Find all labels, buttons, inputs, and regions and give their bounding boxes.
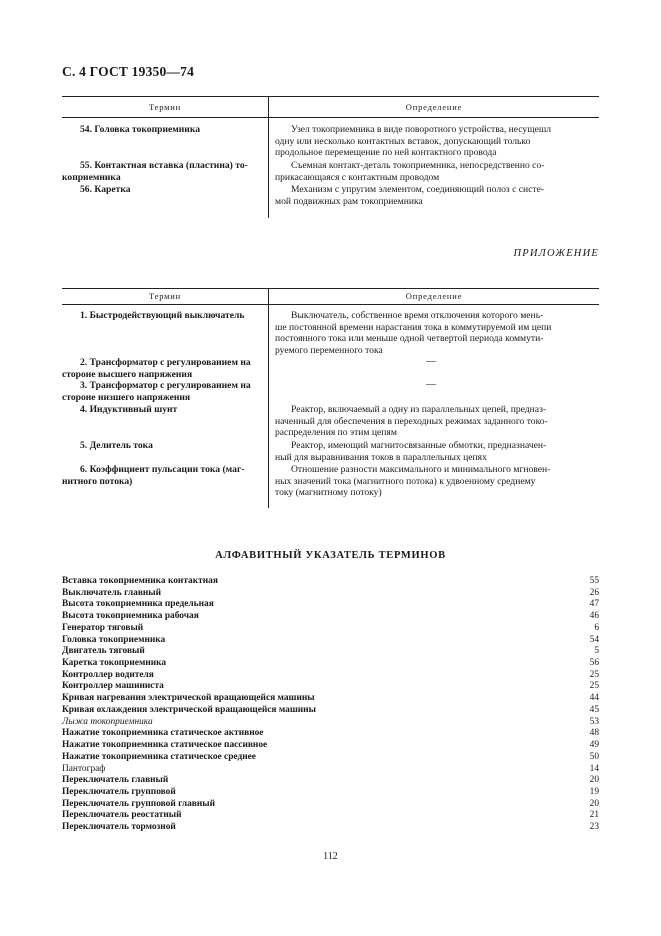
index-entry <box>62 635 599 647</box>
table2-col-def: Определение <box>405 291 463 301</box>
index-term: Выключатель главный <box>62 587 162 598</box>
index-entry <box>62 728 599 740</box>
index-page: 44 <box>589 693 599 704</box>
table2-term: 2. Трансформатор с регулированием на стороне высшего напряжения <box>62 357 251 380</box>
index-term: Вставка токоприемника контактная <box>62 576 218 586</box>
index-page: 6 <box>594 622 599 633</box>
index-entry <box>62 611 599 623</box>
page-number: 112 <box>323 851 338 862</box>
index-term: Переключатель групповой <box>62 786 176 797</box>
index-page: 21 <box>589 810 599 821</box>
table1-definition: Механизм с упругим элементом, соединяющий полоз с систе- мой подвижных рам токоприемника <box>275 184 545 207</box>
table2-term: 1. Быстродействующий выключатель <box>80 310 245 321</box>
table2-term: 5. Делитель тока <box>80 440 153 451</box>
table2-term: 3. Трансформатор с регулированием на стороне низшего напряжения <box>62 380 251 403</box>
table2-col-divider <box>268 288 269 508</box>
index-term: Переключатель групповой главный <box>62 798 215 809</box>
index-entry <box>62 717 599 729</box>
index-entry <box>62 740 599 752</box>
index-page: 45 <box>589 704 599 715</box>
table2-definition: Реактор, включаемый а одну из параллельных цепей, предназ- наченный для обеспечения в переходных режимах заданного токо- распределения по этим цепям <box>275 404 548 439</box>
index-page: 50 <box>589 751 599 762</box>
index-entry <box>62 576 599 588</box>
table2-definition: Реактор, имеющий магнитосвязанные обмотки, предназначен- ный для выравнивания токов в параллельных цепях <box>275 440 547 463</box>
index-entry <box>62 681 599 693</box>
index-page: 19 <box>589 786 599 797</box>
index-term: Каретка токоприемника <box>62 658 167 669</box>
index-entry <box>62 599 599 611</box>
index-term: Нажатие токоприемника статическое активное <box>62 728 264 739</box>
table1-term: 56. Каретка <box>80 184 131 195</box>
index-page: 49 <box>589 740 599 751</box>
table1-col-divider <box>268 96 269 218</box>
index-page: 46 <box>589 611 599 622</box>
index-term: Контроллер водителя <box>62 669 154 680</box>
index-term: Высота токоприемника предельная <box>62 599 214 610</box>
index-term: Нажатие токоприемника статическое среднее <box>62 751 256 762</box>
table1-term: 55. Контактная вставка (пластина) то- коприемника <box>62 160 248 183</box>
table2-head-rule <box>62 304 599 305</box>
index-term: Переключатель реостатный <box>62 810 182 821</box>
index-term: Нажатие токоприемника статическое пассивное <box>62 740 268 751</box>
index-page: 25 <box>589 669 599 680</box>
index-page: 54 <box>589 634 599 645</box>
index-term: Переключатель главный <box>62 775 169 786</box>
index-entry <box>62 775 599 787</box>
index-page: 56 <box>589 658 599 669</box>
table1-definition: Съемная контакт-деталь токоприемника, непосредственно со- прикасающаяся с контактным проводом <box>275 160 545 183</box>
table2-top-rule <box>62 288 599 289</box>
index-page: 48 <box>589 728 599 739</box>
index-entry <box>62 658 599 670</box>
index-entry <box>62 764 599 776</box>
index-entry <box>62 799 599 811</box>
index-page: 53 <box>589 716 599 727</box>
table2-term: 4. Индуктивный шунт <box>80 404 178 415</box>
index-page: 5 <box>594 646 599 657</box>
index-term: Кривая нагревания электрической вращающейся машины <box>62 693 315 704</box>
index-entry <box>62 693 599 705</box>
table1-head-rule <box>62 117 599 118</box>
index-entry <box>62 588 599 600</box>
index-term: Двигатель тяговый <box>62 646 145 657</box>
index-term: Контроллер машиниста <box>62 681 164 692</box>
table1-definition: Узел токоприемника в виде поворотного устройства, несущешл одну или несколько контактных вставок, допускающий только продольное перемещение по ней контактного провода <box>275 124 552 159</box>
index-entry <box>62 670 599 682</box>
index-term: Высота токоприемника рабочая <box>62 611 199 622</box>
appendix-label: ПРИЛОЖЕНИЕ <box>513 248 599 259</box>
index-entry <box>62 705 599 717</box>
index-page: 14 <box>589 763 599 774</box>
index-entry <box>62 646 599 658</box>
table1-col-term: Термин <box>148 102 182 112</box>
table1-term: 54. Головка токоприемника <box>80 124 201 135</box>
index-term: Лыжа токоприемника <box>62 716 153 727</box>
index-title: АЛФАВИТНЫЙ УКАЗАТЕЛЬ ТЕРМИНОВ <box>215 550 446 561</box>
table2-definition: Отношение разности максимального и минимального мгновен- ных значений тока (магнитного потока) к удвоенному среднему току (магнитному потоку) <box>275 464 551 499</box>
index-page: 25 <box>589 681 599 692</box>
index-page: 47 <box>589 599 599 610</box>
table2-definition-dash: — <box>426 356 436 367</box>
index-page: 20 <box>589 798 599 809</box>
index-entry <box>62 752 599 764</box>
table2-term: 6. Коэффициент пульсации тока (маг- нитного потока) <box>62 464 245 487</box>
index-term: Кривая охлаждения электрической вращающейся машины <box>62 704 316 715</box>
index-entry <box>62 623 599 635</box>
index-term: Головка токоприемника <box>62 634 166 645</box>
index-entry <box>62 787 599 799</box>
page-header: С. 4 ГОСТ 19350—74 <box>62 64 195 79</box>
table2-definition: Выключатель, собственное время отключения которого мень- ше постоянной времени нарастания тока в коммутируемой им цепи постоянного тока или меньше одной четвертой периода коммути- руемого переменного тока <box>275 310 552 356</box>
index-entry <box>62 822 599 834</box>
table2-col-term: Термин <box>148 291 182 301</box>
index-page: 20 <box>589 775 599 786</box>
table2-definition-dash: — <box>426 379 436 390</box>
table1-col-def: Определение <box>405 102 463 112</box>
index-term: Пантограф <box>62 763 106 774</box>
table1-top-rule <box>62 96 599 97</box>
index-page: 26 <box>589 587 599 598</box>
index-entry <box>62 810 599 822</box>
index-term: Генератор тяговый <box>62 622 144 633</box>
index-term: Переключатель тормозной <box>62 822 176 833</box>
index-page: 23 <box>589 822 599 833</box>
index-page: 55 <box>589 576 599 586</box>
